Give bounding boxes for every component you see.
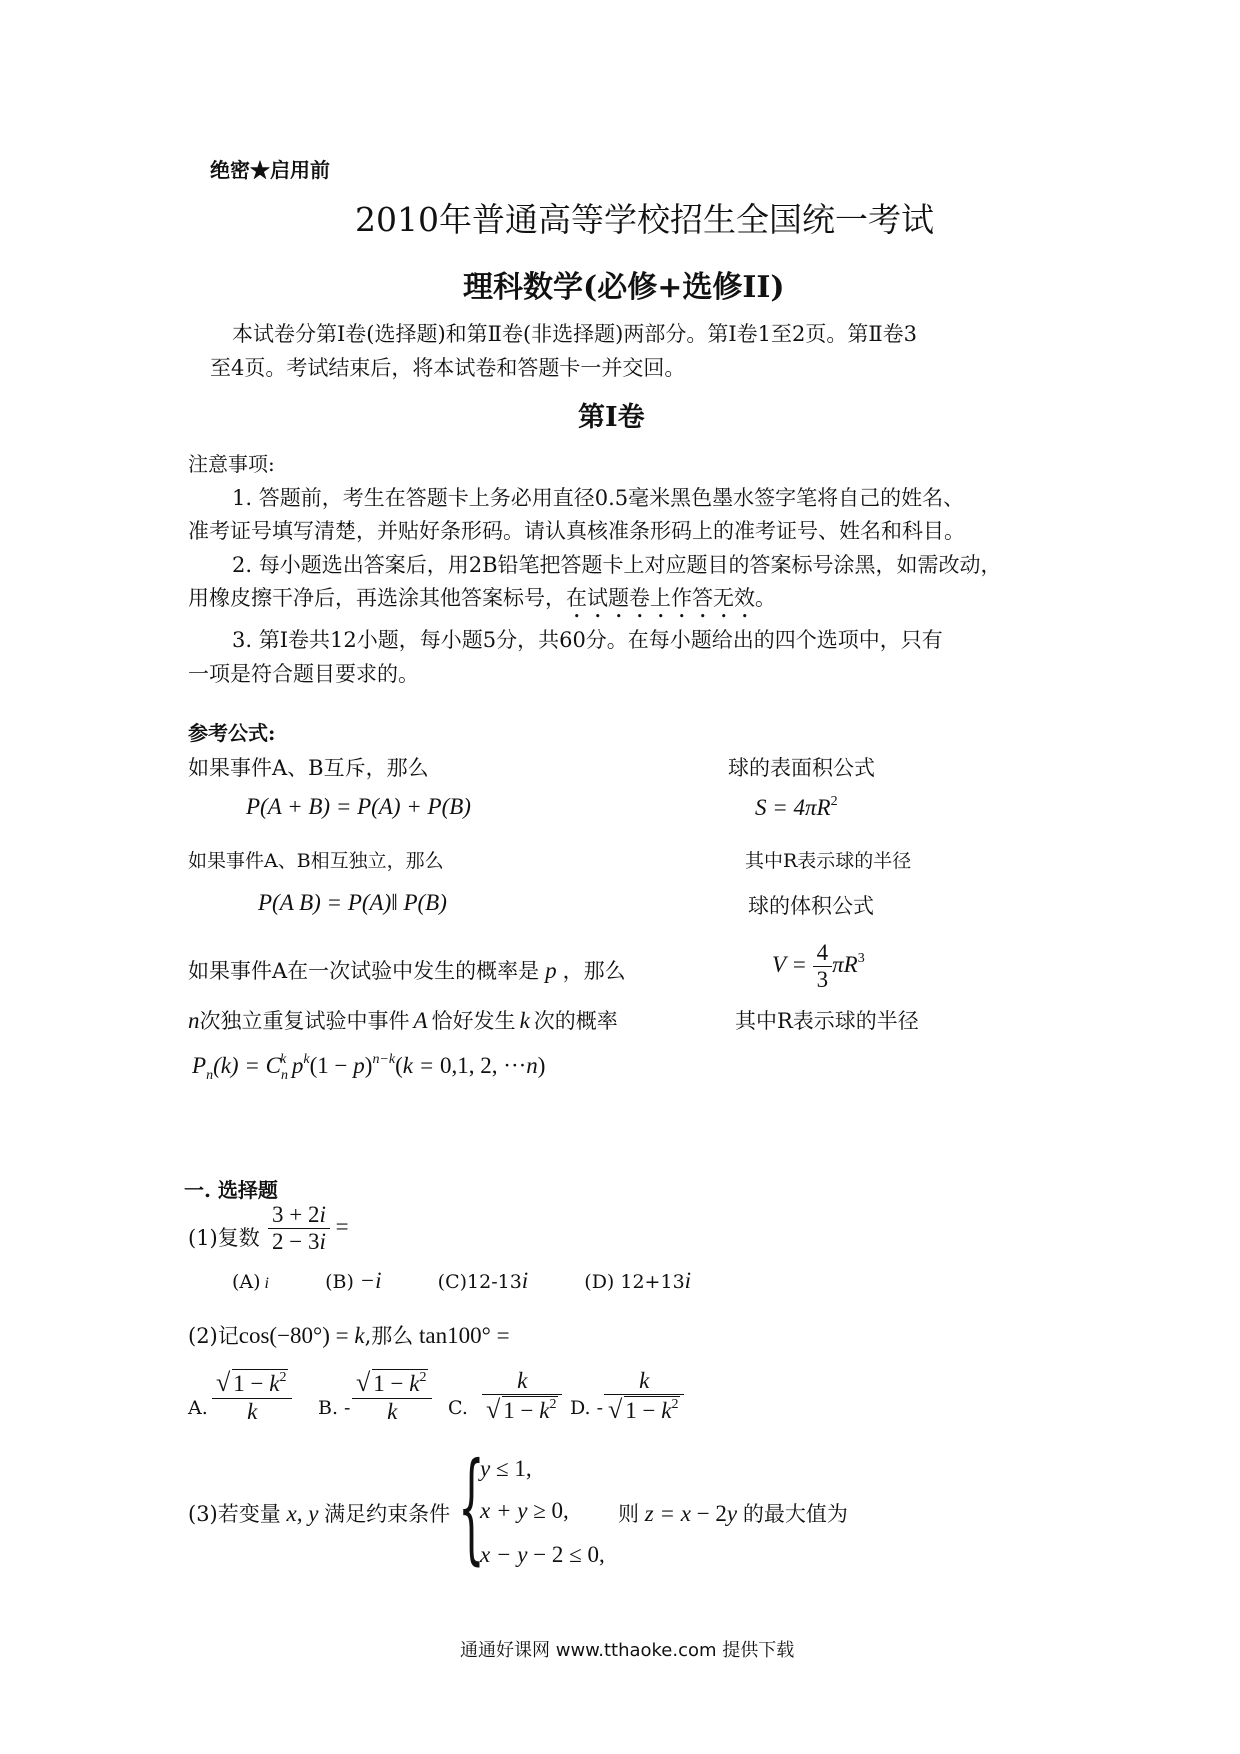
note-3-line-2: 一项是符合题目要求的。 — [188, 662, 419, 686]
q2-option-a-label: A. — [188, 1397, 208, 1419]
q3-constraint-3: x − y − 2 ≤ 0, — [480, 1542, 605, 1567]
q2-option-a-expr: $\frac{√ 1 - k^2}{k}$ — [212, 1368, 292, 1425]
q2-option-d-label: D. - — [570, 1397, 604, 1419]
q1-option-b: (B) — [325, 1271, 354, 1293]
note-2-end: 。 — [755, 586, 776, 610]
sphere-area-text: 球的表面积公式 — [728, 756, 875, 780]
q1-option-d: (D) 12+13 — [584, 1271, 685, 1293]
q3-tail: 的最大值为 — [742, 1502, 848, 1526]
q3-then: 则 — [618, 1502, 639, 1526]
q2-label: (2)记 — [188, 1324, 239, 1348]
section1-heading: 一. 选择题 — [184, 1178, 278, 1202]
note-2-emphasis: 在试题卷上作答无效 — [566, 586, 755, 610]
note-3-line-1: 3. 第Ⅰ卷共12小题，每小题5分，共60分。在每小题给出的四个选项中，只有 — [232, 628, 943, 652]
sphere-volume-formula: V = $\frac{4}{3}$ $\pi R^3$ — [772, 940, 865, 993]
formulas-heading: 参考公式: — [188, 721, 276, 745]
q3-objective: 则 z = x − 2y 的最大值为 — [618, 1501, 848, 1526]
q3-constraint-1: y ≤ 1, — [480, 1456, 532, 1481]
q2-option-c-label: C. — [448, 1397, 468, 1419]
q2-stem: (2)记cos(−80°) = k,那么 tan100° = — [188, 1323, 510, 1348]
q2-option-b-expr: $\frac{√ 1 - k^2}{k}$ — [352, 1368, 432, 1425]
q1-expression: $\frac{3 + 2i}{2 - 3i}$ = — [268, 1202, 349, 1256]
q2-option-d-expr: $\frac{k}{√ 1 - k^2}$ — [604, 1368, 684, 1425]
radius-text-1: 其中R表示球的半径 — [745, 850, 912, 872]
radius-text-2: 其中R表示球的半径 — [735, 1009, 919, 1033]
q2-mid: ,那么 — [364, 1324, 414, 1348]
note-2-text: 用橡皮擦干净后，再选涂其他答案标号， — [188, 586, 566, 610]
q3-stem: (3)若变量 x, y 满足约束条件 — [188, 1501, 451, 1526]
probability-text: 如果事件A在一次试验中发生的概率是 p ，那么 — [188, 958, 626, 983]
q1-option-a: (A) — [232, 1271, 261, 1293]
q3-label-b: 满足约束条件 — [324, 1502, 451, 1526]
q1-option-c: (C)12-13 — [437, 1271, 522, 1293]
exam-subtitle: 理科数学(必修+选修II) — [463, 270, 785, 305]
q1-label: (1)复数 — [188, 1226, 260, 1250]
repeat-text-c: 次的概率 — [533, 1009, 618, 1033]
repeat-trial-text: n次独立重复试验中事件 A 恰好发生 k 次的概率 — [188, 1008, 618, 1033]
q1-options: (A) i (B) −i (C)12-13i (D) 12+13i — [232, 1268, 692, 1293]
intro-line-1: 本试卷分第Ⅰ卷(选择题)和第Ⅱ卷(非选择题)两部分。第Ⅰ卷1至2页。第Ⅱ卷3 — [232, 322, 917, 346]
addition-rule-formula: P(A + B) = P(A) + P(B) — [246, 794, 471, 819]
q2-option-c-expr: $\frac{k}{√ 1 - k^2}$ — [482, 1368, 562, 1425]
note-2-line-1: 2. 每小题选出答案后，用2B铅笔把答题卡上对应题目的答案标号涂黑，如需改动， — [232, 553, 1002, 577]
probability-text-b: ，那么 — [562, 959, 626, 983]
q3-label-a: (3)若变量 — [188, 1502, 281, 1526]
part1-heading: 第Ⅰ卷 — [578, 402, 645, 433]
probability-text-a: 如果事件A在一次试验中发生的概率是 — [188, 959, 540, 983]
q2-option-b-label: B. - — [318, 1397, 351, 1419]
intro-line-2: 至4页。考试结束后，将本试卷和答题卡一并交回。 — [210, 356, 686, 380]
binomial-formula: $P_n(k) = C_n^k$ $p^k(1 - p)^{n-k}(k = 0,1$, 2, ···n) — [192, 1052, 546, 1083]
notes-heading: 注意事项: — [188, 452, 275, 476]
independent-text: 如果事件A、B相互独立，那么 — [188, 850, 444, 872]
q3-brace: { — [458, 1438, 485, 1577]
footer-source: 通通好课网 www.tthaoke.com 提供下载 — [460, 1640, 795, 1661]
sphere-volume-text: 球的体积公式 — [748, 894, 874, 918]
mutex-text: 如果事件A、B互斥，那么 — [188, 756, 429, 780]
note-1-line-2: 准考证号填写清楚，并贴好条形码。请认真核准条形码上的准考证号、姓名和科目。 — [188, 519, 965, 543]
note-2-line-2 — [188, 582, 776, 623]
repeat-text-a: 次独立重复试验中事件 — [199, 1009, 410, 1033]
q3-constraint-2: x + y ≥ 0, — [480, 1498, 569, 1523]
sphere-area-formula: $S = 4\pi R^2$ — [755, 794, 838, 820]
note-1-line-1: 1. 答题前，考生在答题卡上务必用直径0.5毫米黑色墨水签字笔将自己的姓名、 — [232, 486, 965, 510]
exam-title: 2010年普通高等学校招生全国统一考试 — [355, 200, 934, 239]
product-rule-formula: P(A B) = P(A)‖ P(B) — [258, 890, 447, 915]
repeat-text-b: 恰好发生 — [431, 1009, 516, 1033]
confidential-mark: 绝密★启用前 — [210, 158, 330, 182]
